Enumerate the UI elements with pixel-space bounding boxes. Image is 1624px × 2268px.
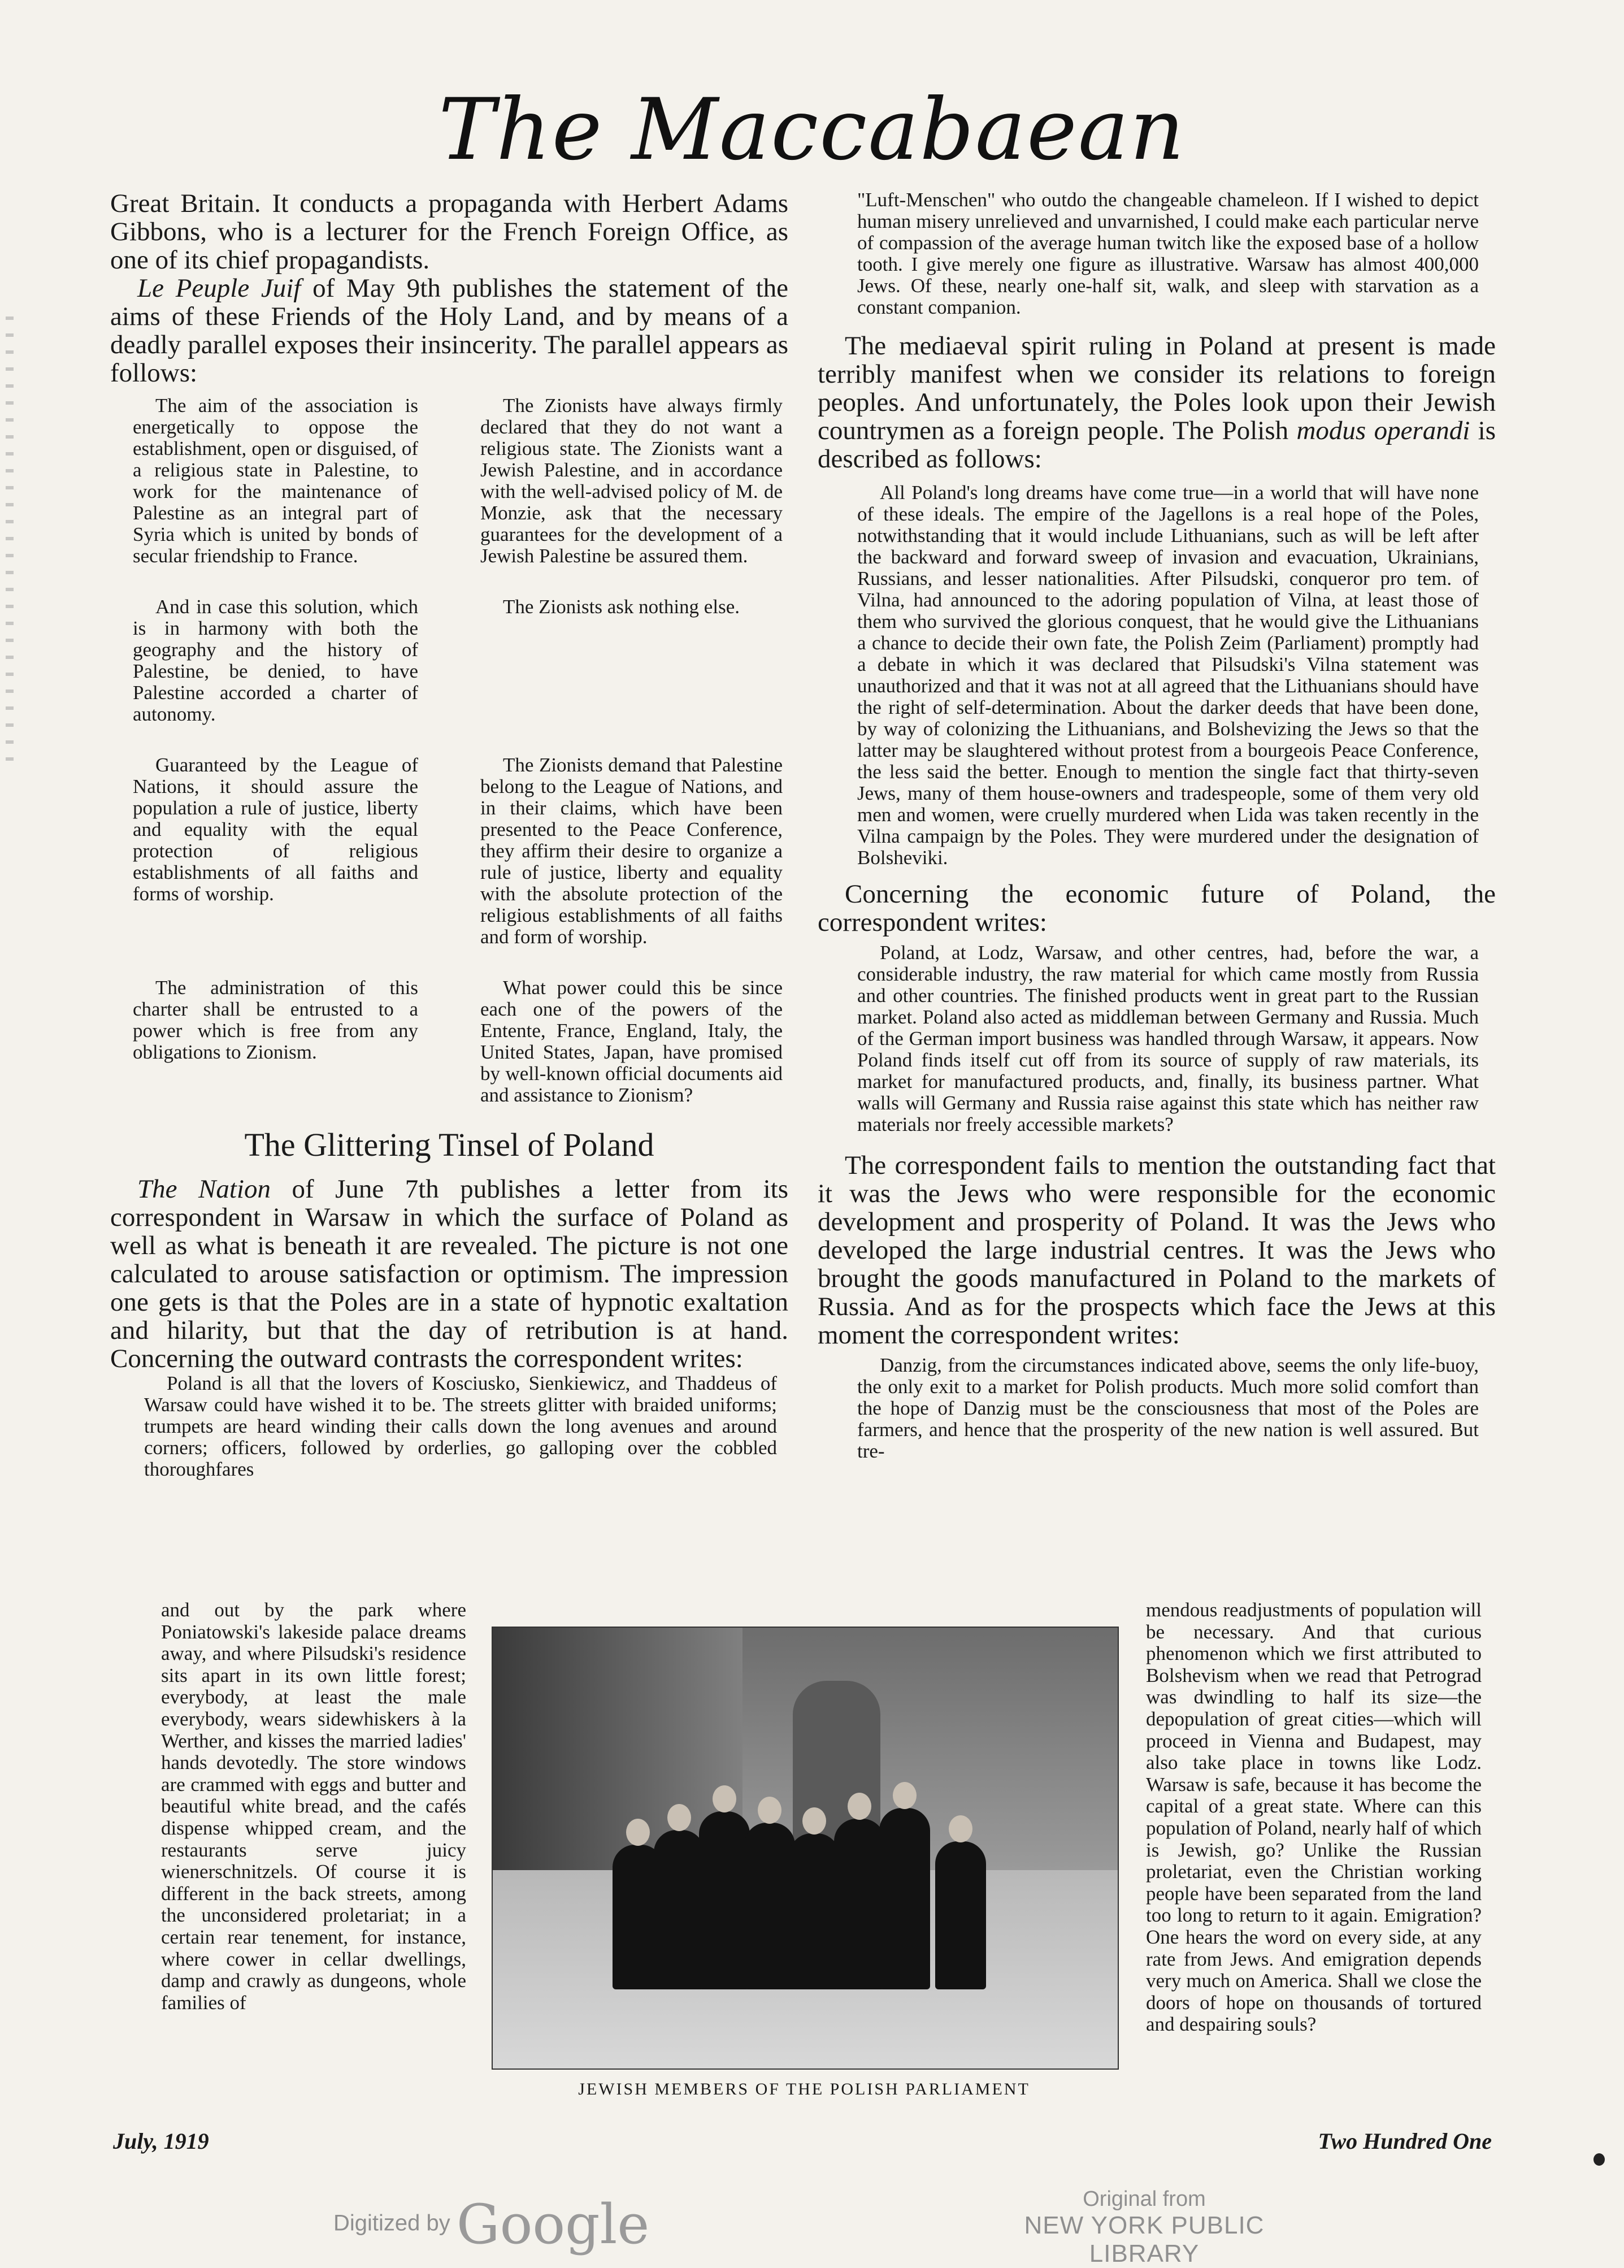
right-paragraph-3: The correspondent fails to mention the outstanding fact that it was the Jews who were responsible for the economic development and prosperity of Poland. It was the Jews who developed the large industrial centres. It was the Jews who brought the goods manufactured in Poland to the markets of Russia. And as for the prospects which face the Jews at this moment the correspondent writes: (818, 1151, 1496, 1350)
margin-scan-marks (6, 316, 14, 769)
parallel-left-4: The administration of this charter shall be entrusted to a power which is free from any obligations to Zionism. (133, 977, 418, 1063)
right-paragraph-1: The mediaeval spirit ruling in Poland at present is made terribly manifest when we consider its relations to foreign peoples. And unfortunately, the Poles look upon their Jewish countrymen as a foreign people. The Polish modus operandi is described as follows: (818, 331, 1496, 474)
publication-name-nation: The Nation (137, 1174, 271, 1204)
right-wrap-text: mendous readjustments of population will be necessary. And that curious phenomenon which we first attributed to Bolshevism when we read that Petrograd was dwindling to half its size—the depopulation of great cities—which will proceed in Vienna and Budapest, may also take place in towns like Lodz. Warsaw is safe, because it has become the capital of a great state. Where can this population of Poland, nearly half of which is Jewish, go? Unlike the Russian proletariat, even the Christian working people have been separated from the land too long to return to it again. Emigration? One hears the word on every side, at any rate from Jews. And emigration depends very much on America. Shall we close the doors of hope on thousands of tortured and despairing souls? (1146, 1599, 1482, 2036)
issue-date: July, 1919 (113, 2128, 209, 2154)
right-quote-2: Poland, at Lodz, Warsaw, and other centres, had, before the war, a considerable industry, the raw material for which came mostly from Russia and other countries. The finished products went in great part to the Russian market. Poland also acted as middleman between Germany and Russia. Much of the German import business was handled through Warsaw, it appears. Now Poland finds itself cut off from its source of supply of raw materials, its market for manufactured products, and, finally, its business partner. What walls will Germany and Russia raise against this state which has neither raw materials nor freely accessible markets? (857, 942, 1479, 1135)
left-paragraph-1: Great Britain. It conducts a propaganda with Herbert Adams Gibbons, who is a lecturer for the French Foreign Office, as one of its chief propagandists. (110, 189, 788, 275)
parallel-right-2: The Zionists ask nothing else. (503, 596, 740, 618)
parallel-right-1: The Zionists have always firmly declared that they do not want a religious state. The Zionists want a Jewish Palestine, and in accordance with the well-advised policy of M. de Monzie, ask that the necessary guarantees for the development of a Jewish Palestine be assured them. (480, 394, 783, 567)
right-quote-1: All Poland's long dreams have come true—in a world that will have none of these ideals. The empire of the Jagellons is a real hope of the Poles, notwithstanding that it would include Lithuanians, such as will be left after the backward and forward sweep of invasion and evacuation, Ukrainians, Russians, and lesser nationalities. After Pilsudski, conqueror pro tem. of Vilna, had announced to the adoring population of Vilna, at least those of them who survived the glorious conquest, that he would give the Lithuanians a chance to decide their own fate, the Polish Zeim (Parliament) promptly had a debate in which it was declared that Pilsudski's Vilna statement was unauthorized and that it was not at all agreed that the Lithuanians should have the right of self-determination. About the darker deeds that have been done, by way of colonizing the Lithuanians, and Bolshevizing the Jews so that the latter may be slaughtered without protest from a bourgeois Peace Conference, the less said the better. Enough to mention the single fact that thirty-seven Jews, many of them house-owners and tradespeople, some of them very old men and women, were cruelly murdered when Lida was taken recently in the Vilna campaign by the Poles. They were murdered under the designation of Bolsheviki. (857, 482, 1479, 869)
right-quote-0: "Luft-Menschen" who outdo the changeable chameleon. If I wished to depict human misery unrelieved and unvarnished, I could make each particular nerve of compassion of the average human twitch like the exposed base of a hollow tooth. I give merely one figure as illustrative. Warsaw has almost 400,000 Jews. Of these, nearly one-half sit, walk, and sleep with starvation as a constant companion. (857, 189, 1479, 318)
right-paragraph-2: Concerning the economic future of Poland, the correspondent writes: (818, 879, 1496, 937)
parallel-right-4: What power could this be since each one of the powers of the Entente, France, England, Italy, the United States, Japan, have promised by well-known official documents aid and assistance to Zionism? (480, 977, 783, 1106)
right-column (818, 189, 1496, 1462)
parliament-photo (492, 1627, 1119, 2070)
parallel-left-2: And in case this solution, which is in harmony with both the geography and the history of Palestine, be denied, to have Palestine accorded a charter of autonomy. (133, 596, 418, 725)
right-quote-3: Danzig, from the circumstances indicated above, seems the only life-buoy, the only exit to a market for Polish products. Much more solid comfort than the hope of Danzig must be the consciousness that most of the Poles are farmers, and hence that the prosperity of the new nation is well assured. But tre- (857, 1354, 1479, 1462)
parallel-left-3: Guaranteed by the League of Nations, it should assure the population a rule of justice, liberty and equality with the equal protection of religious establishments of all faiths and forms of worship. (133, 754, 418, 905)
google-logo: Google (456, 2193, 650, 2256)
parallel-table (110, 395, 788, 1106)
digitized-by-watermark: Digitized by Google (333, 2193, 650, 2256)
left-wrap-text: and out by the park where Poniatowski's lakeside palace dreams away, and where Pilsudski's residence sits apart in its own little forest; everybody, at least the male everybody, wears sidewhiskers à la Werther, and kisses the married ladies' hands devotedly. The store windows are crammed with eggs and butter and beautiful white bread, and the cafés dispense whipped cream, and the restaurants serve juicy wienerschnitzels. Of course it is different in the back streets, among the unconsidered proletariat; in a certain rear tenement, for instance, where cower in cellar dwellings, damp and crawly as dungeons, whole families of (161, 1599, 466, 2014)
modus-operandi: modus operandi (1296, 416, 1470, 445)
photo-caption: JEWISH MEMBERS OF THE POLISH PARLIAMENT (578, 2080, 1030, 2098)
left-quote-1: Poland is all that the lovers of Kosciusko, Sienkiewicz, and Thaddeus of Warsaw could have wished it to be. The streets glitter with braided uniforms; trumpets are heard winding their calls down the long avenues and around corners; officers, followed by orderlies, go galloping over the cobbled thoroughfares (144, 1372, 777, 1480)
parallel-right-3: The Zionists demand that Palestine belong to the League of Nations, and in their claims, which have been presented to the Peace Conference, they affirm their desire to organize a rule of justice, liberty and equality with the absolute protection of the religious establishments of all faiths and form of worship. (480, 754, 783, 948)
ink-spot (1593, 2153, 1605, 2166)
library-watermark: Original from NEW YORK PUBLIC LIBRARY (1024, 2187, 1265, 2267)
section-heading: The Glittering Tinsel of Poland (244, 1126, 654, 1163)
parallel-left-1: The aim of the association is energetically to oppose the establishment, open or disguised, of a religious state in Palestine, to work for the maintenance of Palestine as an integral part of Syria which is united by bonds of secular friendship to France. (133, 394, 418, 567)
left-paragraph-3: The Nation of June 7th publishes a letter from its correspondent in Warsaw in which the surface of Poland as well as what is beneath it are revealed. The picture is not one calculated to arouse satisfaction or optimism. The impression one gets is that the Poles are in a state of hypnotic exaltation and hilarity, but that the day of retribution is at hand. Concerning the outward contrasts the correspondent writes: (110, 1174, 788, 1373)
left-paragraph-2: Le Peuple Juif of May 9th publishes the statement of the aims of these Friends of the Holy Land, and by means of a deadly parallel exposes their insincerity. The parallel appears as follows: (110, 274, 789, 388)
publication-name: Le Peuple Juif (137, 274, 301, 303)
page-number: Two Hundred One (1318, 2128, 1492, 2154)
left-column (110, 189, 788, 1480)
masthead-title: The Maccabaean (438, 81, 1186, 179)
group-of-men (605, 1804, 980, 1989)
